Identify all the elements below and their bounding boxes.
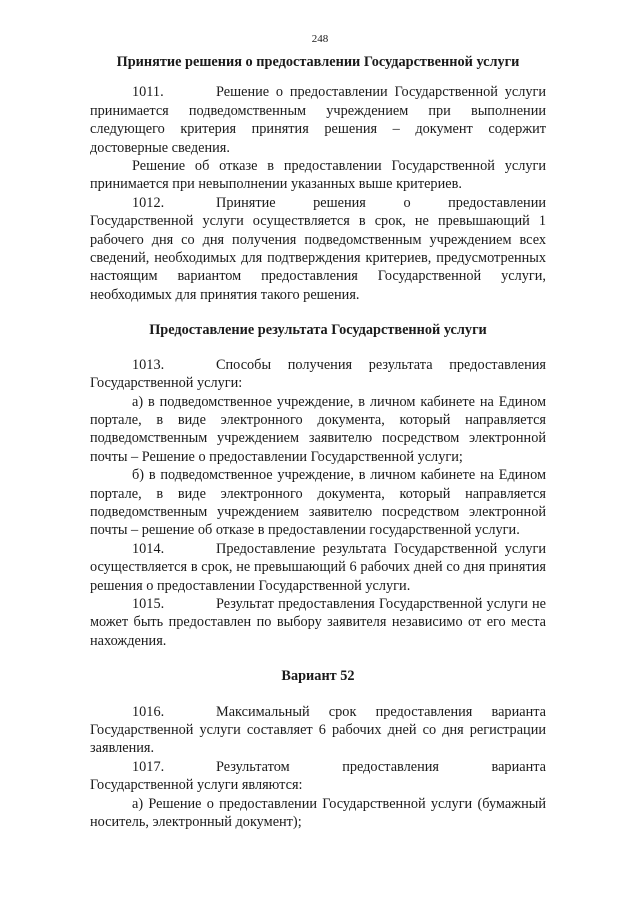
page-number: 248 <box>311 33 329 45</box>
paragraph-1011 <box>90 83 546 157</box>
paragraph-number: 1015. <box>132 595 165 612</box>
paragraph-text: Результатом предоставления варианта Государственной услуги являются: <box>90 758 546 794</box>
list-item-a-result: а) Решение о предоставлении Государственной услуги (бумажный носитель, электронный документ); <box>90 795 546 831</box>
section-heading-result: Предоставление результата Государственной услуги <box>149 322 487 339</box>
paragraph-1013 <box>90 356 546 393</box>
list-item-b-refusal: б) в подведомственное учреждение, в личном кабинете на Едином портале, в виде электронного документа, который направляется подведомственным учреждением заявителю посредством электронной почты – решение об отказе в предоставлении государственной услуги. <box>90 467 546 539</box>
section-heading-decision: Принятие решения о предоставлении Государственной услуги <box>116 54 520 70</box>
paragraph-refusal: Решение об отказе в предоставлении Государственной услуги принимается при невыполнении указанных выше критериев. <box>90 158 546 193</box>
paragraph-number: 1011. <box>132 84 164 101</box>
paragraph-text: Максимальный срок предоставления варианта Государственной услуги составляет 6 рабочих дней со дня регистрации заявления. <box>90 703 546 757</box>
paragraph-text: Результат предоставления Государственной услуги не может быть предоставлен по выбору заявителя независимо от его места нахождения. <box>90 595 546 649</box>
paragraph-number: 1013. <box>132 356 165 373</box>
paragraph-text: Способы получения результата предоставления Государственной услуги: <box>90 356 546 392</box>
paragraph-1012 <box>90 194 546 304</box>
paragraph-number: 1012. <box>132 194 165 211</box>
list-item-a-decision: а) в подведомственное учреждение, в личном кабинете на Едином портале, в виде электронного документа, который направляется подведомственным учреждением заявителю посредством электронной почты – Решение о предоставлении Государственной услуги; <box>90 393 546 465</box>
paragraph-number: 1014. <box>132 540 165 557</box>
paragraph-number: 1016. <box>132 703 165 720</box>
paragraph-text: Принятие решения о предоставлении Государственной услуги осуществляется в срок, не превышающий 1 рабочего дня со дня получения подведомственным учреждением всех сведений, необходимых для подтверждения критериев, предусмотренных настоящим вариантом предоставления Государственной услуги, необходимых для принятия такого решения. <box>90 194 546 303</box>
paragraph-1015 <box>90 595 546 650</box>
paragraph-1016 <box>90 703 546 758</box>
paragraph-text: Решение о предоставлении Государственной услуги принимается подведомственным учреждением при выполнении следующего критерия принятия решения – документ содержит достоверные сведения. <box>90 84 546 156</box>
document-body <box>90 53 546 831</box>
paragraph-1017 <box>90 758 546 795</box>
section-heading-variant: Вариант 52 <box>281 668 355 685</box>
paragraph-1014 <box>90 540 546 595</box>
paragraph-text: Предоставление результата Государственной услуги осуществляется в срок, не превышающий 6 рабочих дней со дня принятия решения о предоставлении Государственной услуги. <box>90 540 546 594</box>
paragraph-number: 1017. <box>132 758 165 775</box>
